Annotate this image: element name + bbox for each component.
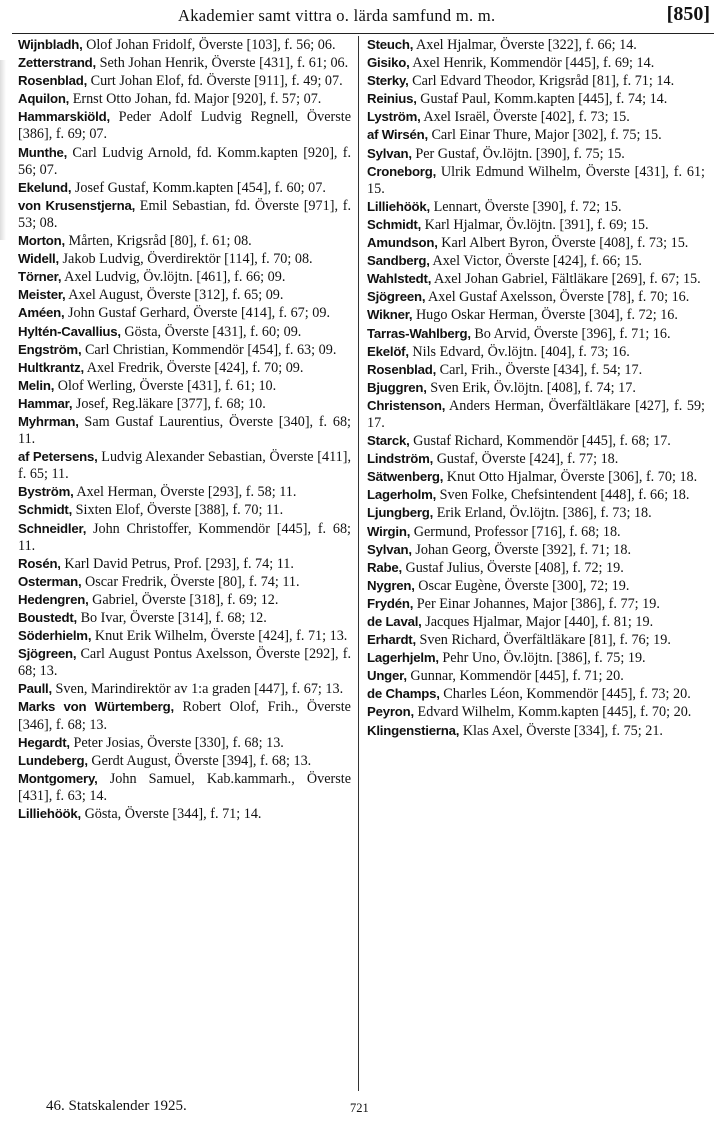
entry-details: Axel Victor, Överste [424], f. 66; 15. — [429, 253, 642, 270]
list-item — [367, 216, 705, 234]
entry-details: Gösta, Överste [344], f. 71; 14. — [81, 806, 262, 823]
entry-name: Hedengren, — [18, 591, 89, 607]
entry-details: John Christoffer, Kommendör [445], f. 68; 11. — [18, 520, 351, 554]
list-item — [18, 377, 351, 395]
list-item — [367, 270, 705, 288]
entry-name: Zetterstrand, — [18, 55, 97, 71]
entry-details: Sixten Elof, Överste [388], f. 70; 11. — [72, 502, 284, 519]
entry-details: Erik Erland, Öv.löjtn. [386], f. 73; 18. — [433, 505, 652, 522]
footer-folio: 721 — [350, 1101, 369, 1115]
list-item — [367, 559, 705, 577]
entry-name: Rosén, — [18, 555, 61, 571]
entry-details: Ulrik Edmund Wilhelm, Överste [431], f. 61; 15. — [367, 163, 705, 197]
entry-name: Schneidler, — [18, 520, 87, 536]
entry-name: Wirgin, — [367, 523, 411, 539]
list-item — [367, 541, 705, 559]
entry-name: Steuch, — [367, 37, 414, 52]
entry-details: Gunnar, Kommendör [445], f. 71; 20. — [406, 668, 624, 685]
entry-name: Lagerhjelm, — [367, 650, 439, 666]
entry-details: Josef, Reg.läkare [377], f. 68; 10. — [72, 395, 266, 412]
list-item — [18, 197, 351, 232]
entry-details: Axel Henrik, Kommendör [445], f. 69; 14. — [409, 55, 655, 72]
entry-details: Jakob Ludvig, Överdirektör [114], f. 70; 08. — [58, 251, 313, 268]
entry-name: Sterky, — [367, 73, 409, 89]
list-item — [367, 649, 705, 667]
entry-details: John Gustaf Gerhard, Överste [414], f. 67; 09. — [64, 305, 330, 322]
list-item — [18, 286, 351, 304]
entry-details: Olof Werling, Överste [431], f. 61; 10. — [54, 377, 277, 394]
entry-name: Reinius, — [367, 91, 417, 107]
entry-details: Gabriel, Överste [318], f. 69; 12. — [88, 591, 279, 608]
entry-name: Amundson, — [367, 235, 438, 251]
running-title: Akademier samt vittra o. lärda samfund m. m. — [178, 6, 496, 25]
entry-details: Per Gustaf, Öv.löjtn. [390], f. 75; 15. — [411, 145, 625, 162]
list-item — [18, 770, 351, 805]
entry-name: Starck, — [367, 433, 410, 449]
list-item — [18, 179, 351, 197]
entry-details: Charles Léon, Kommendör [445], f. 73; 20. — [439, 686, 691, 703]
list-item — [367, 72, 705, 90]
entry-name: Lundeberg, — [18, 752, 88, 768]
entry-name: Améen, — [18, 305, 65, 321]
entry-name: Bjuggren, — [367, 379, 427, 395]
list-item — [367, 54, 705, 72]
entry-name: Nygren, — [367, 577, 415, 593]
list-item — [18, 645, 351, 680]
entry-details: Gustaf Richard, Kommendör [445], f. 68; 17. — [409, 433, 671, 450]
entry-name: Hegardt, — [18, 734, 70, 750]
list-item — [18, 232, 351, 250]
entry-details: Josef Gustaf, Komm.kapten [454], f. 60; 07. — [71, 179, 326, 196]
entry-name: Frydén, — [367, 595, 414, 611]
entry-details: Peter Josias, Överste [330], f. 68; 13. — [69, 734, 284, 751]
list-item — [18, 359, 351, 377]
entry-details: Bo Ivar, Överste [314], f. 68; 12. — [77, 610, 267, 626]
entry-details: Sam Gustaf Laurentius, Överste [340], f. 68; 11. — [18, 413, 351, 448]
entry-details: Hugo Oskar Herman, Överste [304], f. 72; 16. — [412, 307, 678, 324]
list-item — [18, 805, 351, 823]
entry-name: Melin, — [18, 377, 55, 393]
entry-name: Rabe, — [367, 559, 402, 575]
entry-details: Curt Johan Elof, fd. Överste [911], f. 49; 07. — [87, 73, 343, 90]
entry-name: Törner, — [18, 269, 62, 285]
list-item — [18, 341, 351, 359]
entry-details: Germund, Professor [716], f. 68; 18. — [410, 523, 621, 540]
entry-name: Unger, — [367, 668, 407, 684]
list-item — [367, 703, 705, 721]
entry-details: Bo Arvid, Överste [396], f. 71; 16. — [470, 325, 671, 342]
list-item — [18, 555, 351, 573]
entry-name: Wahlstedt, — [367, 271, 432, 287]
entry-details: Axel Gustaf Axelsson, Överste [78], f. 70; 16. — [425, 289, 690, 306]
entry-details: Knut Otto Hjalmar, Överste [306], f. 70; 18. — [443, 469, 698, 486]
entry-name: Schmidt, — [18, 502, 73, 518]
entry-name: Schmidt, — [367, 216, 422, 232]
entry-name: af Wirsén, — [367, 127, 428, 143]
entry-details: Gustaf, Överste [424], f. 77; 18. — [433, 451, 619, 468]
list-item — [18, 72, 351, 90]
list-item — [367, 361, 705, 379]
entry-name: Ekelöf, — [367, 343, 409, 359]
list-item — [367, 486, 705, 504]
entry-name: Klingenstierna, — [367, 722, 460, 738]
entry-details: Karl Hjalmar, Öv.löjtn. [391], f. 69; 15. — [421, 216, 649, 233]
list-item — [367, 90, 705, 108]
entry-name: Rosenblad, — [367, 361, 437, 377]
entry-details: Anders Herman, Överfältläkare [427], f. 59; 17. — [367, 397, 705, 431]
list-item — [18, 520, 351, 555]
entry-details: Carl August Pontus Axelsson, Överste [292], f. 68; 13. — [18, 646, 351, 680]
entry-details: Carl Christian, Kommendör [454], f. 63; 09. — [81, 341, 337, 358]
list-item — [367, 468, 705, 486]
entry-details: Jacques Hjalmar, Major [440], f. 81; 19. — [421, 614, 654, 630]
entry-details: Axel Ludvig, Öv.löjtn. [461], f. 66; 09. — [61, 269, 286, 286]
list-item — [367, 667, 705, 685]
list-item — [367, 595, 705, 613]
list-item — [18, 323, 351, 341]
entry-name: Lagerholm, — [367, 487, 437, 503]
list-item — [18, 413, 351, 448]
list-item — [367, 523, 705, 541]
entry-name: Montgomery, — [18, 770, 98, 786]
entry-details: Axel Fredrik, Överste [424], f. 70; 09. — [83, 359, 304, 376]
right-column — [367, 36, 705, 740]
entry-details: Gösta, Överste [431], f. 60; 09. — [120, 323, 302, 340]
entry-details: Axel Johan Gabriel, Fältläkare [269], f. 67; 15. — [431, 271, 701, 288]
entry-name: Peyron, — [367, 704, 414, 720]
entry-name: Meister, — [18, 287, 66, 303]
list-item — [18, 734, 351, 752]
entry-name: Sylvan, — [367, 145, 412, 161]
list-item — [367, 613, 705, 631]
entry-details: Olof Johan Fridolf, Överste [103], f. 56; 06. — [82, 37, 336, 53]
list-item — [367, 722, 705, 740]
entry-details: Axel Herman, Överste [293], f. 58; 11. — [73, 484, 297, 501]
entry-name: Rosenblad, — [18, 73, 88, 89]
list-item — [18, 448, 351, 483]
entry-details: Carl Einar Thure, Major [302], f. 75; 15. — [427, 127, 662, 144]
list-item — [367, 163, 705, 198]
list-item — [18, 698, 351, 733]
entry-name: Osterman, — [18, 573, 82, 589]
entry-name: Hammar, — [18, 395, 73, 411]
entry-name: Christenson, — [367, 397, 446, 413]
entry-details: Mårten, Krigsråd [80], f. 61; 08. — [64, 233, 252, 250]
entry-details: Ludvig Alexander Sebastian, Överste [411], f. 65; 11. — [18, 449, 352, 483]
entry-name: Gisiko, — [367, 55, 410, 71]
entry-details: Klas Axel, Överste [334], f. 75; 21. — [459, 722, 663, 739]
list-item — [18, 36, 351, 54]
entry-details: Knut Erik Wilhelm, Överste [424], f. 71; 13. — [91, 628, 348, 645]
entry-name: Munthe, — [18, 144, 68, 160]
entry-name: Erhardt, — [367, 632, 416, 648]
entry-name: Aquilon, — [18, 91, 70, 107]
entry-name: Tarras-Wahlberg, — [367, 325, 471, 341]
list-item — [367, 36, 705, 54]
entry-details: Axel August, Överste [312], f. 65; 09. — [65, 287, 284, 304]
entry-name: Paull, — [18, 681, 52, 697]
list-item — [367, 252, 705, 270]
list-item — [18, 501, 351, 519]
entry-name: Lilliehöök, — [367, 198, 431, 214]
entry-details: Nils Edvard, Öv.löjtn. [404], f. 73; 16. — [408, 343, 630, 360]
entry-details: Oscar Fredrik, Överste [80], f. 74; 11. — [81, 573, 300, 590]
entry-name: Wijnbladh, — [18, 37, 83, 52]
list-item — [18, 483, 351, 501]
list-item — [367, 234, 705, 252]
entry-details: Carl, Frih., Överste [434], f. 54; 17. — [436, 361, 643, 378]
list-item — [18, 752, 351, 770]
column-divider — [358, 36, 359, 1091]
list-item — [367, 288, 705, 306]
entry-details: Lennart, Överste [390], f. 72; 15. — [430, 198, 622, 215]
entry-details: Sven, Marindirektör av 1:a graden [447], f. 67; 13. — [51, 681, 344, 698]
entry-name: Sjögreen, — [367, 289, 426, 305]
list-item — [367, 450, 705, 468]
entry-name: de Champs, — [367, 686, 440, 702]
entry-details: Sven Folke, Chefsintendent [448], f. 66; 18. — [436, 487, 690, 504]
entry-details: Carl Ludvig Arnold, fd. Komm.kapten [920], f. 56; 07. — [18, 144, 351, 178]
entry-name: Morton, — [18, 233, 65, 249]
list-item — [367, 145, 705, 163]
scan-margin-shadow — [0, 60, 6, 240]
entry-name: Widell, — [18, 251, 59, 267]
entry-name: Hammarskiöld, — [18, 109, 110, 125]
entry-name: Wikner, — [367, 307, 413, 323]
entry-name: Byström, — [18, 484, 74, 500]
list-item — [367, 108, 705, 126]
entry-name: Söderhielm, — [18, 628, 92, 644]
entry-details: Karl Albert Byron, Överste [408], f. 73; 15. — [437, 235, 689, 252]
list-item — [18, 268, 351, 286]
list-item — [367, 306, 705, 324]
list-item — [18, 395, 351, 413]
entry-name: von Krusenstjerna, — [18, 197, 136, 213]
entry-name: Boustedt, — [18, 610, 78, 625]
entry-details: Robert Olof, Frih., Överste [346], f. 68; 13. — [18, 699, 351, 733]
header-rule — [12, 33, 714, 34]
list-item — [18, 54, 351, 72]
list-item — [367, 325, 705, 343]
entry-name: Lyström, — [367, 109, 421, 125]
list-item — [367, 631, 705, 649]
entry-name: Lilliehöök, — [18, 806, 82, 822]
entry-name: Ljungberg, — [367, 505, 434, 521]
entry-details: Sven Richard, Överfältläkare [81], f. 76; 19. — [415, 632, 671, 649]
entry-name: Hultkrantz, — [18, 359, 84, 375]
entry-details: Ernst Otto Johan, fd. Major [920], f. 57; 07. — [69, 91, 322, 108]
entry-details: Axel Hjalmar, Överste [322], f. 66; 14. — [413, 37, 637, 53]
entry-name: Sylvan, — [367, 541, 412, 557]
entry-name: Sjögreen, — [18, 646, 77, 662]
list-item — [367, 397, 705, 432]
list-item — [18, 680, 351, 698]
entry-details: Sven Erik, Öv.löjtn. [408], f. 74; 17. — [426, 379, 636, 396]
entry-details: Carl Edvard Theodor, Krigsråd [81], f. 71; 14. — [408, 73, 675, 90]
entry-details: Gustaf Julius, Överste [408], f. 72; 19. — [401, 559, 624, 576]
list-item — [18, 144, 351, 179]
list-item — [18, 573, 351, 591]
list-item — [367, 432, 705, 450]
entry-details: Johan Georg, Överste [392], f. 71; 18. — [411, 541, 632, 558]
list-item — [367, 126, 705, 144]
list-item — [18, 108, 351, 143]
list-item — [367, 379, 705, 397]
entry-details: John Samuel, Kab.kammarh., Överste [431], f. 63; 14. — [18, 770, 351, 804]
entry-details: Karl David Petrus, Prof. [293], f. 74; 11. — [60, 555, 294, 572]
entry-details: Emil Sebastian, fd. Överste [971], f. 53; 08. — [18, 197, 351, 231]
list-item — [367, 198, 705, 216]
list-item — [367, 685, 705, 703]
entry-details: Edvard Wilhelm, Komm.kapten [445], f. 70; 20. — [413, 704, 692, 721]
page-number: [850] — [666, 3, 710, 25]
entry-name: Marks von Würtemberg, — [18, 699, 174, 715]
entry-details: Pehr Uno, Öv.löjtn. [386], f. 75; 19. — [438, 650, 646, 667]
entry-details: Oscar Eugène, Överste [300], 72; 19. — [414, 577, 630, 594]
entry-name: Sätwenberg, — [367, 469, 444, 485]
entry-name: de Laval, — [367, 614, 422, 629]
list-item — [367, 577, 705, 595]
entry-details: Gerdt August, Överste [394], f. 68; 13. — [87, 752, 312, 769]
list-item — [18, 609, 351, 627]
entry-name: Myhrman, — [18, 413, 79, 429]
page-header — [0, 0, 720, 34]
list-item — [367, 504, 705, 522]
entry-details: Peder Adolf Ludvig Regnell, Överste [386], f. 69; 07. — [18, 109, 351, 143]
list-item — [18, 304, 351, 322]
entry-name: Hyltén-Cavallius, — [18, 323, 121, 339]
list-item — [18, 90, 351, 108]
list-item — [18, 591, 351, 609]
entry-name: Lindström, — [367, 451, 434, 467]
entry-details: Gustaf Paul, Komm.kapten [445], f. 74; 14. — [416, 91, 668, 108]
entry-name: af Petersens, — [18, 449, 98, 465]
entry-details: Per Einar Johannes, Major [386], f. 77; 19. — [413, 595, 660, 612]
list-item — [367, 343, 705, 361]
entry-name: Sandberg, — [367, 253, 430, 269]
entry-details: Axel Israël, Överste [402], f. 73; 15. — [420, 109, 630, 126]
entry-name: Croneborg, — [367, 163, 437, 179]
entry-name: Engström, — [18, 341, 82, 357]
footer-signature: 46. Statskalender 1925. — [46, 1098, 187, 1114]
left-column — [18, 36, 351, 823]
list-item — [18, 250, 351, 268]
list-item — [18, 627, 351, 645]
entry-name: Ekelund, — [18, 179, 72, 195]
entry-details: Seth Johan Henrik, Överste [431], f. 61; 06. — [96, 55, 349, 72]
